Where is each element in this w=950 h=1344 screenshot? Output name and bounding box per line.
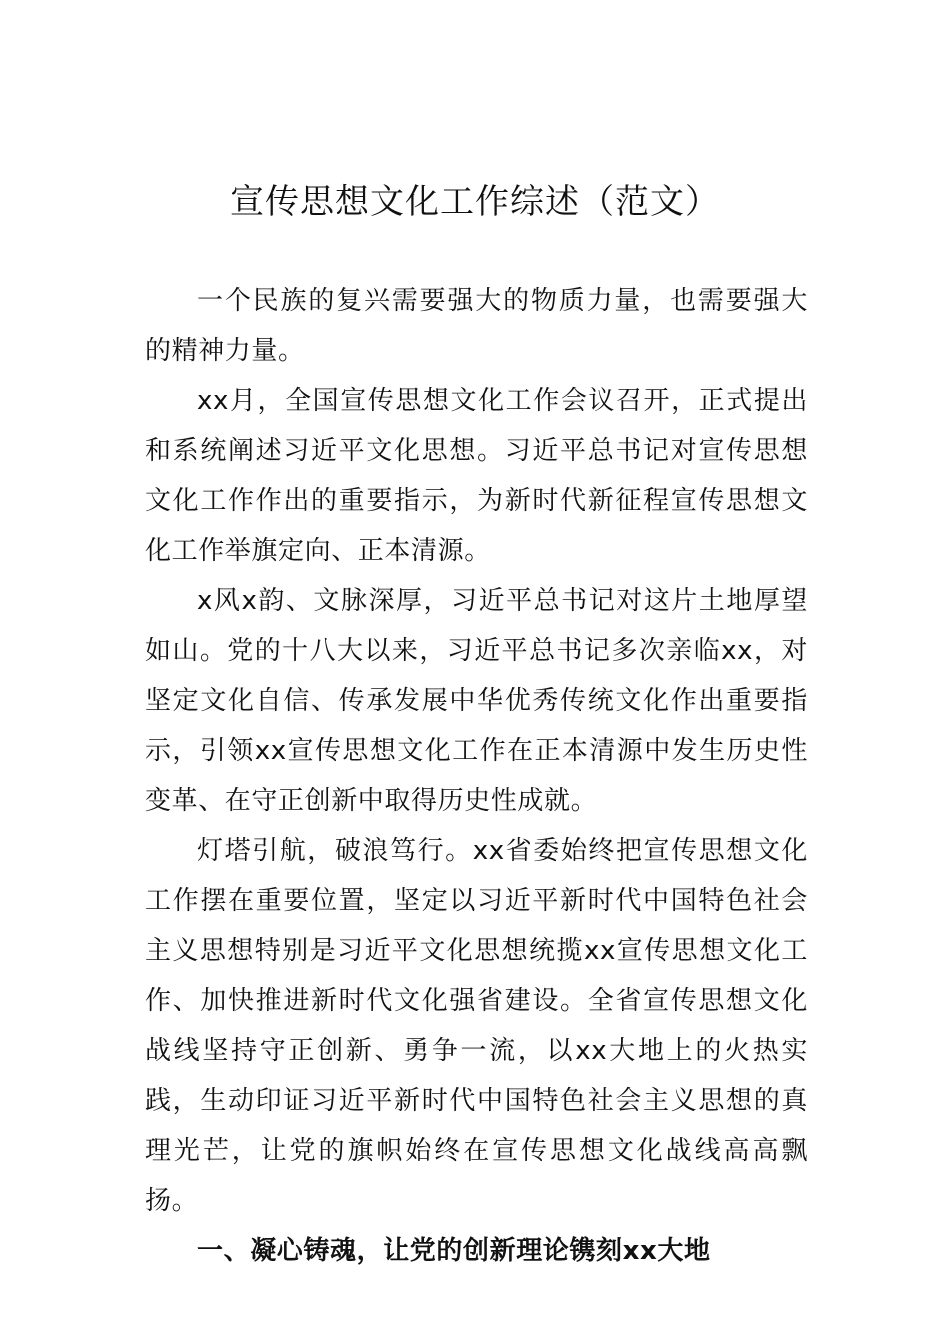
document-body	[145, 276, 808, 1276]
paragraph-2: xx月，全国宣传思想文化工作会议召开，正式提出和系统阐述习近平文化思想。习近平总书记对宣传思想文化工作作出的重要指示，为新时代新征程宣传思想文化工作举旗定向、正本清源。	[145, 386, 808, 566]
paragraph-4: 灯塔引航，破浪笃行。xx省委始终把宣传思想文化工作摆在重要位置，坚定以习近平新时代中国特色社会主义思想特别是习近平文化思想统揽xx宣传思想文化工作、加快推进新时代文化强省建设。全省宣传思想文化战线坚持守正创新、勇争一流，以xx大地上的火热实践，生动印证习近平新时代中国特色社会主义思想的真理光芒，让党的旗帜始终在宣传思想文化战线高高飘扬。	[145, 836, 808, 1216]
section-heading: 一、凝心铸魂，让党的创新理论镌刻xx大地	[197, 1236, 711, 1266]
document-title: 宣传思想文化工作综述（范文）	[230, 182, 720, 222]
paragraph-1: 一个民族的复兴需要强大的物质力量，也需要强大的精神力量。	[145, 286, 808, 366]
paragraph-3: x风x韵、文脉深厚，习近平总书记对这片土地厚望如山。党的十八大以来，习近平总书记多次亲临xx，对坚定文化自信、传承发展中华优秀传统文化作出重要指示，引领xx宣传思想文化工作在正本清源中发生历史性变革、在守正创新中取得历史性成就。	[145, 586, 808, 816]
